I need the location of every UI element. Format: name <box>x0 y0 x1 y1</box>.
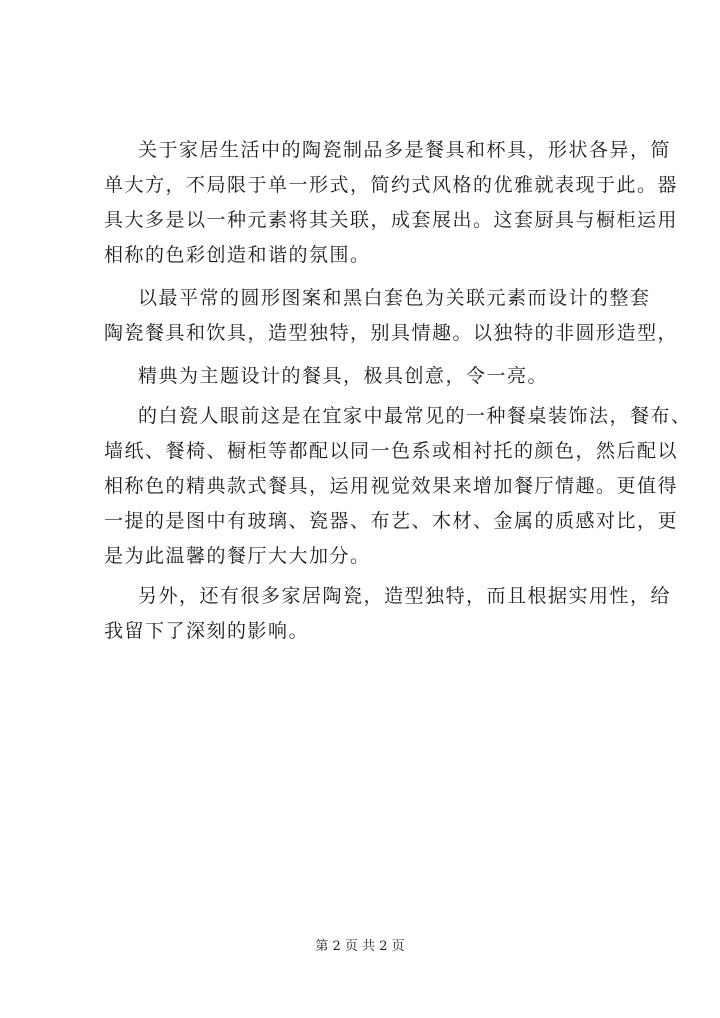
paragraph-1-line-2: 单大方，不局限于单一形式，简约式风格的优雅就表现于此。器 <box>104 174 679 196</box>
page-footer: 第 2 页 共 2 页 <box>315 939 405 954</box>
paragraph-3-line-2: 墙纸、餐椅、橱柜等都配以同一色系或相衬托的颜色，然后配以 <box>104 440 679 462</box>
paragraph-1-line-3: 具大多是以一种元素将其关联，成套展出。这套厨具与橱柜运用 <box>104 209 679 231</box>
paragraph-3-line-4: 一提的是图中有玻璃、瓷器、布艺、木材、金属的质感对比，更 <box>104 510 679 532</box>
paragraph-4-line-1: 另外，还有很多家居陶瓷，造型独特，而且根据实用性，给 <box>138 585 672 607</box>
paragraph-2-line-3: 精典为主题设计的餐具，极具创意，令一亮。 <box>138 365 549 387</box>
paragraph-1-line-1: 关于家居生活中的陶瓷制品多是餐具和杯具，形状各异，简 <box>138 139 672 161</box>
paragraph-2-line-1: 以最平常的圆形图案和黑白套色为关联元素而设计的整套 <box>138 287 651 309</box>
paragraph-3-line-3: 相称色的精典款式餐具，运用视觉效果来增加餐厅情趣。更值得 <box>104 475 679 497</box>
paragraph-2-line-2: 陶瓷餐具和饮具，造型独特，别具情趣。以独特的非圆形造型， <box>104 322 679 344</box>
paragraph-3-line-5: 是为此温馨的餐厅大大加分。 <box>104 545 371 567</box>
paragraph-1-line-4: 相称的色彩创造和谐的氛围。 <box>104 244 371 266</box>
paragraph-3-line-1: 的白瓷人眼前这是在宜家中最常见的一种餐桌装饰法，餐布、 <box>138 405 692 427</box>
paragraph-4-line-2: 我留下了深刻的影响。 <box>104 620 310 642</box>
